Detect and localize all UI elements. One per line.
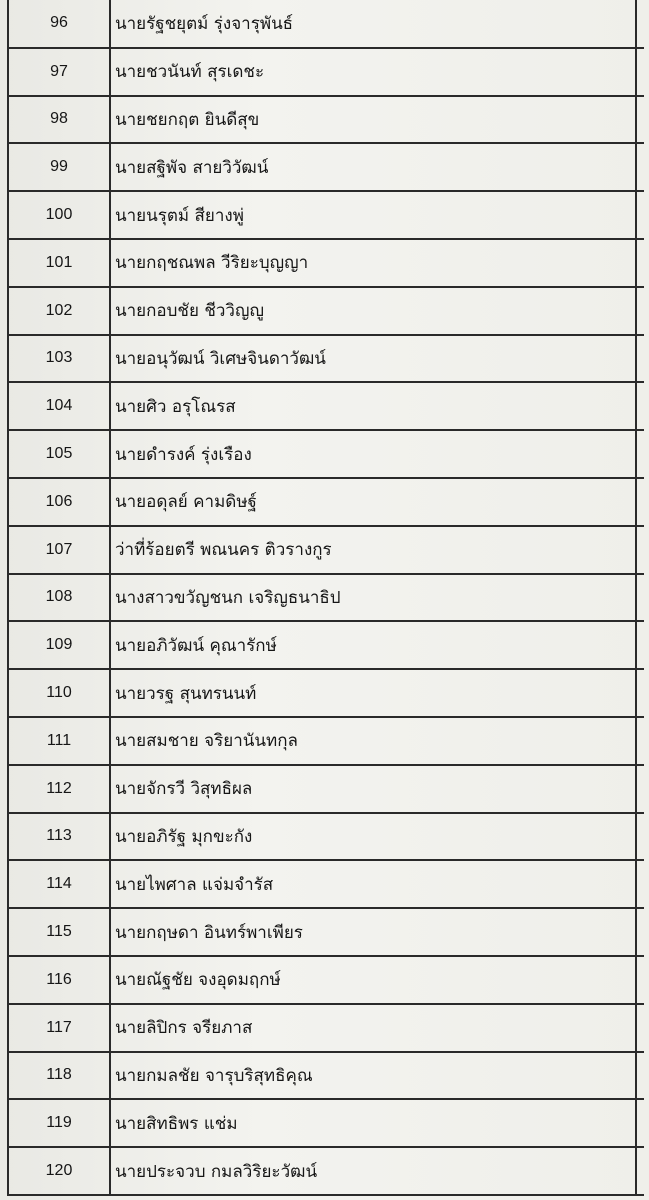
person-name-cell: นายสฐิพัจ สายวิวัฒน์: [110, 143, 636, 191]
table-row: [8, 96, 644, 144]
row-number-cell: 96: [8, 0, 110, 48]
table-row: [8, 860, 644, 908]
table-row: [8, 1099, 644, 1147]
row-number-cell: 97: [8, 48, 110, 96]
row-number-cell: 111: [8, 717, 110, 765]
row-number-cell: 101: [8, 239, 110, 287]
truncated-column-cell: [636, 717, 644, 765]
table-row: [8, 335, 644, 383]
truncated-column-cell: [636, 335, 644, 383]
table-row: [8, 382, 644, 430]
row-number-cell: 114: [8, 860, 110, 908]
row-number-cell: 119: [8, 1099, 110, 1147]
row-number-cell: 100: [8, 191, 110, 239]
person-name-cell: นายวรฐ สุนทรนนท์: [110, 669, 636, 717]
truncated-column-cell: [636, 1004, 644, 1052]
table-row: [8, 478, 644, 526]
row-number-cell: 116: [8, 956, 110, 1004]
row-number-cell: 118: [8, 1052, 110, 1100]
table-row: [8, 765, 644, 813]
row-number-cell: 113: [8, 813, 110, 861]
person-name-cell: นางสาวขวัญชนก เจริญธนาธิป: [110, 574, 636, 622]
truncated-column-cell: [636, 669, 644, 717]
row-number-cell: 105: [8, 430, 110, 478]
table-row: [8, 1052, 644, 1100]
truncated-column-cell: [636, 813, 644, 861]
truncated-column-cell: [636, 287, 644, 335]
table-row: [8, 1147, 644, 1195]
name-roster-table: [7, 0, 644, 1196]
table-row: [8, 239, 644, 287]
row-number-cell: 120: [8, 1147, 110, 1195]
table-row: [8, 1004, 644, 1052]
truncated-column-cell: [636, 1147, 644, 1195]
truncated-column-cell: [636, 526, 644, 574]
truncated-column-cell: [636, 621, 644, 669]
truncated-column-cell: [636, 239, 644, 287]
person-name-cell: นายไพศาล แจ่มจำรัส: [110, 860, 636, 908]
truncated-column-cell: [636, 0, 644, 48]
table-row: [8, 0, 644, 48]
person-name-cell: นายณัฐชัย จงอุดมฤกษ์: [110, 956, 636, 1004]
person-name-cell: นายลิปิกร จรียภาส: [110, 1004, 636, 1052]
table-row: [8, 717, 644, 765]
table-row: [8, 956, 644, 1004]
truncated-column-cell: [636, 143, 644, 191]
truncated-column-cell: [636, 478, 644, 526]
person-name-cell: นายกฤชณพล วีริยะบุญญา: [110, 239, 636, 287]
row-number-cell: 102: [8, 287, 110, 335]
truncated-column-cell: [636, 574, 644, 622]
table-row: [8, 430, 644, 478]
row-number-cell: 109: [8, 621, 110, 669]
table-row: [8, 287, 644, 335]
person-name-cell: นายรัฐชยุตม์ รุ่งจารุพันธ์: [110, 0, 636, 48]
truncated-column-cell: [636, 96, 644, 144]
person-name-cell: นายอภิรัฐ มุกขะกัง: [110, 813, 636, 861]
person-name-cell: นายจักรวี วิสุทธิผล: [110, 765, 636, 813]
truncated-column-cell: [636, 908, 644, 956]
table-row: [8, 143, 644, 191]
truncated-column-cell: [636, 860, 644, 908]
person-name-cell: นายชวนันท์ สุรเดชะ: [110, 48, 636, 96]
person-name-cell: นายอดุลย์ คามดิษฐ์: [110, 478, 636, 526]
person-name-cell: นายอนุวัฒน์ วิเศษจินดาวัฒน์: [110, 335, 636, 383]
table-row: [8, 621, 644, 669]
row-number-cell: 107: [8, 526, 110, 574]
row-number-cell: 108: [8, 574, 110, 622]
row-number-cell: 117: [8, 1004, 110, 1052]
person-name-cell: นายสมชาย จริยานันทกุล: [110, 717, 636, 765]
person-name-cell: นายกมลชัย จารุบริสุทธิคุณ: [110, 1052, 636, 1100]
table-row: [8, 813, 644, 861]
person-name-cell: นายดำรงค์ รุ่งเรือง: [110, 430, 636, 478]
row-number-cell: 98: [8, 96, 110, 144]
person-name-cell: นายชยกฤต ยินดีสุข: [110, 96, 636, 144]
person-name-cell: นายสิทธิพร แช่ม: [110, 1099, 636, 1147]
person-name-cell: นายศิว อรุโณรส: [110, 382, 636, 430]
person-name-cell: นายอภิวัฒน์ คุณารักษ์: [110, 621, 636, 669]
row-number-cell: 104: [8, 382, 110, 430]
table-row: [8, 669, 644, 717]
row-number-cell: 99: [8, 143, 110, 191]
truncated-column-cell: [636, 430, 644, 478]
truncated-column-cell: [636, 191, 644, 239]
truncated-column-cell: [636, 48, 644, 96]
row-number-cell: 115: [8, 908, 110, 956]
roster-body: [8, 0, 644, 1195]
row-number-cell: 112: [8, 765, 110, 813]
table-row: [8, 48, 644, 96]
truncated-column-cell: [636, 956, 644, 1004]
person-name-cell: ว่าที่ร้อยตรี พณนคร ติวรางกูร: [110, 526, 636, 574]
table-row: [8, 191, 644, 239]
truncated-column-cell: [636, 765, 644, 813]
truncated-column-cell: [636, 1052, 644, 1100]
row-number-cell: 106: [8, 478, 110, 526]
truncated-column-cell: [636, 1099, 644, 1147]
row-number-cell: 103: [8, 335, 110, 383]
person-name-cell: นายประจวบ กมลวิริยะวัฒน์: [110, 1147, 636, 1195]
person-name-cell: นายกฤษดา อินทร์พาเพียร: [110, 908, 636, 956]
row-number-cell: 110: [8, 669, 110, 717]
table-row: [8, 574, 644, 622]
table-row: [8, 908, 644, 956]
person-name-cell: นายนรุตม์ สียางพู่: [110, 191, 636, 239]
person-name-cell: นายกอบชัย ชีววิญญู: [110, 287, 636, 335]
truncated-column-cell: [636, 382, 644, 430]
table-row: [8, 526, 644, 574]
